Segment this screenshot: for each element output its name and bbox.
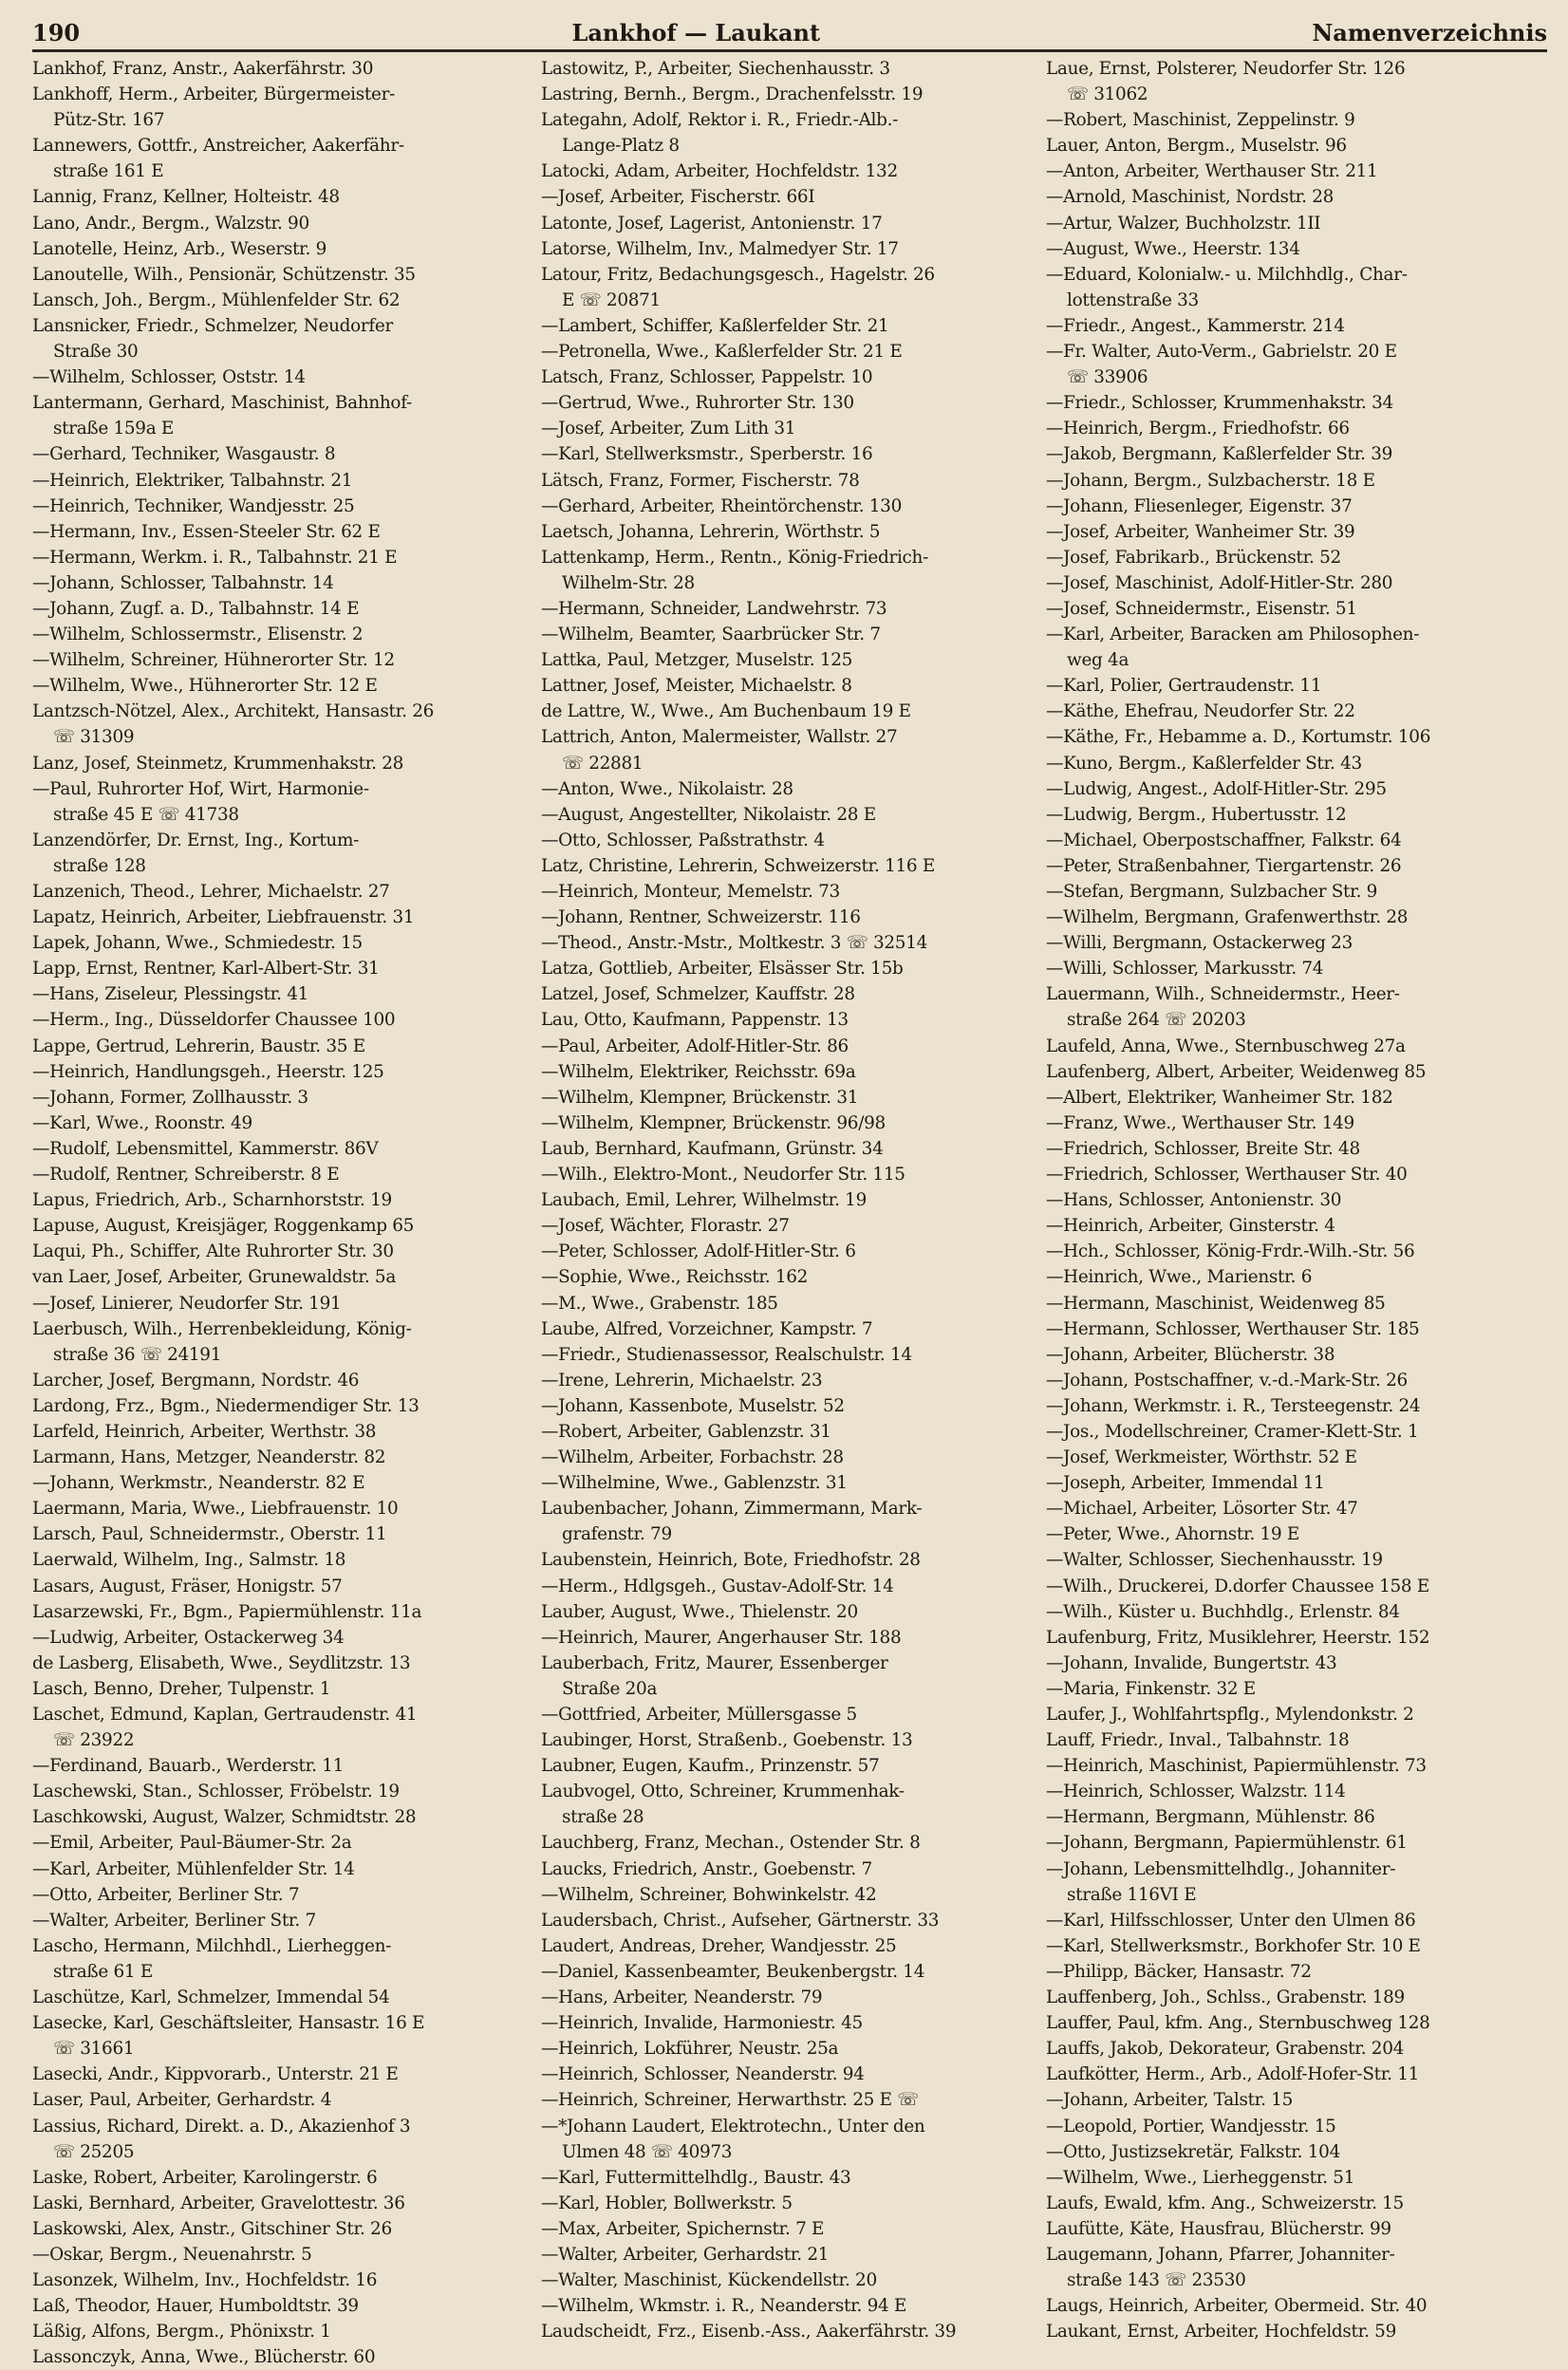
directory-columns (32, 56, 1547, 2370)
directory-entry: —Heinrich, Handlungsgeh., Heerstr. 125 (32, 1061, 384, 1082)
directory-entry: —Walter, Arbeiter, Gerhardstr. 21 (541, 2244, 830, 2265)
directory-entry: —Käthe, Fr., Hebamme a. D., Kortumstr. 106 (1046, 727, 1431, 748)
directory-entry: Läßig, Alfons, Bergm., Phönixstr. 1 (32, 2322, 331, 2342)
directory-entry: Larsch, Paul, Schneidermstr., Oberstr. 11 (32, 1524, 387, 1545)
directory-entry: —Johann, Schlosser, Talbahnstr. 14 (32, 572, 334, 593)
directory-entry: —Max, Arbeiter, Spichernstr. 7 E (541, 2218, 825, 2239)
directory-entry: straße 159a E (53, 419, 175, 439)
directory-entry: —M., Wwe., Grabenstr. 185 (541, 1293, 778, 1314)
directory-entry: —Johann, Invalide, Bungertstr. 43 (1046, 1652, 1337, 1673)
directory-entry: —Heinrich, Elektriker, Talbahnstr. 21 (32, 470, 353, 491)
directory-entry: —Wilhelm, Schreiner, Bohwinkelstr. 42 (541, 1884, 877, 1905)
directory-entry: Lankhoff, Herm., Arbeiter, Bürgermeister- (32, 84, 395, 105)
directory-entry: —Wilhelm, Klempner, Brückenstr. 31 (541, 1087, 859, 1108)
directory-entry: Laerbusch, Wilh., Herrenbekleidung, König- (32, 1318, 412, 1339)
directory-entry: —Wilhelm, Wwe., Lierheggenstr. 51 (1046, 2167, 1355, 2188)
directory-entry: Lastring, Bernh., Bergm., Drachenfelsstr. 19 (541, 84, 924, 105)
directory-entry: Laufkötter, Herm., Arb., Adolf-Hofer-Str. 11 (1046, 2064, 1420, 2085)
directory-entry: Straße 30 (53, 342, 139, 363)
directory-entry: —Johann, Lebensmittelhdlg., Johanniter- (1046, 1858, 1396, 1879)
directory-entry: Lascho, Hermann, Milchhdl., Lierheggen- (32, 1935, 392, 1956)
directory-entry: —Karl, Arbeiter, Mühlenfelder Str. 14 (32, 1858, 355, 1879)
directory-entry: Laufenberg, Albert, Arbeiter, Weidenweg 85 (1046, 1061, 1427, 1082)
directory-entry: ☏ 31309 (53, 727, 135, 748)
directory-entry: —Käthe, Ehefrau, Neudorfer Str. 22 (1046, 701, 1355, 722)
directory-entry: Lardong, Frz., Bgm., Niedermendiger Str. 13 (32, 1395, 420, 1416)
directory-entry: —Anton, Arbeiter, Werthauser Str. 211 (1046, 161, 1378, 182)
directory-entry: —Wilhelm, Wwe., Hühnerorter Str. 12 E (32, 676, 378, 697)
directory-entry: —Maria, Finkenstr. 32 E (1046, 1678, 1256, 1699)
directory-entry: —Jos., Modellschreiner, Cramer-Klett-Str. 1 (1046, 1421, 1419, 1442)
directory-entry: Laske, Robert, Arbeiter, Karolingerstr. 6 (32, 2167, 378, 2188)
directory-entry: ☏ 31661 (53, 2039, 135, 2060)
directory-entry: —Wilhelm, Beamter, Saarbrücker Str. 7 (541, 625, 881, 645)
directory-entry: E ☏ 20871 (562, 289, 661, 310)
directory-entry: Lano, Andr., Bergm., Walzstr. 90 (32, 213, 309, 233)
directory-entry: Latzel, Josef, Schmelzer, Kauffstr. 28 (541, 984, 855, 1005)
directory-entry: —Wilh., Druckerei, D.dorfer Chaussee 158 E (1046, 1576, 1429, 1596)
directory-entry: Lantzsch-Nötzel, Alex., Architekt, Hansastr. 26 (32, 701, 434, 722)
directory-entry: —Josef, Werkmeister, Wörthstr. 52 E (1046, 1447, 1357, 1468)
directory-entry: —Eduard, Kolonialw.- u. Milchhdlg., Char- (1046, 264, 1408, 285)
directory-entry: ☏ 31062 (1067, 84, 1148, 105)
directory-entry: Laskowski, Alex, Anstr., Gitschiner Str. 26 (32, 2218, 392, 2239)
directory-entry: Lau, Otto, Kaufmann, Pappenstr. 13 (541, 1010, 849, 1031)
section-title: Namenverzeichnis (1312, 19, 1547, 47)
directory-entry: —Friedrich, Schlosser, Werthauser Str. 40 (1046, 1165, 1408, 1185)
directory-entry: —Josef, Arbeiter, Fischerstr. 66I (541, 187, 815, 208)
directory-entry: —Paul, Arbeiter, Adolf-Hitler-Str. 86 (541, 1036, 849, 1056)
directory-entry: —Friedr., Schlosser, Krummenhakstr. 34 (1046, 393, 1393, 414)
directory-entry: —Wilhelm, Schreiner, Hühnerorter Str. 12 (32, 650, 395, 671)
directory-entry: Latorse, Wilhelm, Inv., Malmedyer Str. 17 (541, 238, 899, 259)
directory-entry: Latza, Gottlieb, Arbeiter, Elsässer Str. 15b (541, 959, 904, 980)
directory-entry: —Heinrich, Schlosser, Walzstr. 114 (1046, 1782, 1346, 1802)
directory-entry: —Ludwig, Arbeiter, Ostackerweg 34 (32, 1627, 345, 1648)
directory-entry: —Josef, Schneidermstr., Eisenstr. 51 (1046, 598, 1357, 619)
directory-entry: Lapek, Johann, Wwe., Schmiedestr. 15 (32, 933, 363, 954)
directory-entry: —Wilhelm, Bergmann, Grafenwerthstr. 28 (1046, 907, 1409, 928)
directory-entry: Laubenbacher, Johann, Zimmermann, Mark- (541, 1499, 923, 1520)
directory-entry: —Hermann, Werkm. i. R., Talbahnstr. 21 E (32, 547, 398, 568)
directory-entry: —Hans, Schlosser, Antonienstr. 30 (1046, 1190, 1342, 1211)
directory-entry: —Karl, Polier, Gertraudenstr. 11 (1046, 676, 1322, 697)
directory-entry: Lansnicker, Friedr., Schmelzer, Neudorfer (32, 315, 393, 336)
directory-entry: Laukant, Ernst, Arbeiter, Hochfeldstr. 59 (1046, 2322, 1396, 2342)
directory-entry: —Johann, Kassenbote, Muselstr. 52 (541, 1395, 845, 1416)
directory-entry: —Karl, Futtermittelhdlg., Baustr. 43 (541, 2167, 851, 2188)
directory-entry: —Johann, Rentner, Schweizerstr. 116 (541, 907, 861, 928)
directory-entry: —Walter, Schlosser, Siechenhausstr. 19 (1046, 1550, 1383, 1571)
directory-entry: Lantermann, Gerhard, Maschinist, Bahnhof- (32, 393, 412, 414)
directory-entry: straße 116VI E (1067, 1884, 1197, 1905)
directory-entry: Laufs, Ewald, kfm. Ang., Schweizerstr. 15 (1046, 2193, 1404, 2213)
directory-entry: —Johann, Bergm., Sulzbacherstr. 18 E (1046, 470, 1375, 491)
directory-entry: —Philipp, Bäcker, Hansastr. 72 (1046, 1961, 1312, 1982)
directory-entry: Lasonzek, Wilhelm, Inv., Hochfeldstr. 16 (32, 2270, 378, 2291)
directory-entry: —Willi, Schlosser, Markusstr. 74 (1046, 959, 1324, 980)
directory-entry: Laerwald, Wilhelm, Ing., Salmstr. 18 (32, 1550, 346, 1571)
directory-entry: Lauer, Anton, Bergm., Muselstr. 96 (1046, 136, 1347, 157)
directory-entry: —Hermann, Bergmann, Mühlenstr. 86 (1046, 1807, 1375, 1828)
directory-entry: —Albert, Elektriker, Wanheimer Str. 182 (1046, 1087, 1393, 1108)
directory-entry: —Hermann, Schlosser, Werthauser Str. 185 (1046, 1318, 1420, 1339)
directory-entry: —Ferdinand, Bauarb., Werderstr. 11 (32, 1756, 344, 1777)
directory-entry: Laermann, Maria, Wwe., Liebfrauenstr. 10 (32, 1499, 399, 1520)
directory-entry: Laubach, Emil, Lehrer, Wilhelmstr. 19 (541, 1190, 867, 1211)
directory-entry: —Michael, Oberpostschaffner, Falkstr. 64 (1046, 830, 1402, 850)
directory-entry: —August, Wwe., Heerstr. 134 (1046, 238, 1300, 259)
directory-entry: Lankhof, Franz, Anstr., Aakerfährstr. 30 (32, 59, 374, 79)
directory-entry: —Sophie, Wwe., Reichsstr. 162 (541, 1267, 809, 1288)
directory-entry: straße 45 E ☏ 41738 (53, 804, 239, 825)
directory-entry: —Friedr., Studienassessor, Realschulstr. 14 (541, 1344, 912, 1365)
directory-entry: Laube, Alfred, Vorzeichner, Kampstr. 7 (541, 1318, 873, 1339)
directory-entry: Laubvogel, Otto, Schreiner, Krummenhak- (541, 1782, 905, 1802)
directory-entry: —Josef, Wächter, Florastr. 27 (541, 1216, 790, 1237)
directory-entry: Lauberbach, Fritz, Maurer, Essenberger (541, 1652, 888, 1673)
directory-entry: —Stefan, Bergmann, Sulzbacher Str. 9 (1046, 882, 1378, 902)
directory-entry: Laufeld, Anna, Wwe., Sternbuschweg 27a (1046, 1036, 1406, 1056)
directory-entry: Laugemann, Johann, Pfarrer, Johanniter- (1046, 2244, 1395, 2265)
directory-entry: —Hermann, Maschinist, Weidenweg 85 (1046, 1293, 1386, 1314)
directory-entry: Lategahn, Adolf, Rektor i. R., Friedr.-Alb.- (541, 110, 899, 131)
directory-entry: —Wilhelm, Arbeiter, Forbachstr. 28 (541, 1447, 844, 1468)
directory-entry: Latonte, Josef, Lagerist, Antonienstr. 17 (541, 213, 883, 233)
directory-entry: —Heinrich, Maurer, Angerhauser Str. 188 (541, 1627, 902, 1648)
directory-entry: Laue, Ernst, Polsterer, Neudorfer Str. 126 (1046, 59, 1406, 79)
directory-entry: —Otto, Schlosser, Paßstrathstr. 4 (541, 830, 825, 850)
directory-entry: Laufenburg, Fritz, Musiklehrer, Heerstr. 152 (1046, 1627, 1430, 1648)
directory-entry: —Johann, Werkmstr. i. R., Tersteegenstr. 24 (1046, 1395, 1421, 1416)
directory-entry: ☏ 22881 (562, 753, 644, 774)
directory-entry: Lauff, Friedr., Inval., Talbahnstr. 18 (1046, 1730, 1350, 1751)
directory-entry: —Hch., Schlosser, König-Frdr.-Wilh.-Str. 56 (1046, 1241, 1415, 1262)
directory-entry: —Jakob, Bergmann, Kaßlerfelder Str. 39 (1046, 444, 1393, 465)
page-header (32, 19, 1547, 52)
directory-entry: —Irene, Lehrerin, Michaelstr. 23 (541, 1370, 823, 1390)
directory-entry: Lanzendörfer, Dr. Ernst, Ing., Kortum- (32, 830, 360, 850)
directory-entry: —Heinrich, Maschinist, Papiermühlenstr. 73 (1046, 1756, 1427, 1777)
directory-entry: Laufütte, Käte, Hausfrau, Blücherstr. 99 (1046, 2218, 1391, 2239)
directory-entry: Lanz, Josef, Steinmetz, Krummenhakstr. 28 (32, 753, 404, 774)
directory-entry: —Peter, Schlosser, Adolf-Hitler-Str. 6 (541, 1241, 856, 1262)
directory-entry: —Heinrich, Schreiner, Herwarthstr. 25 E ☏ (541, 2090, 919, 2111)
directory-entry: —Heinrich, Lokführer, Neustr. 25a (541, 2039, 839, 2060)
directory-entry: Laubenstein, Heinrich, Bote, Friedhofstr. 28 (541, 1550, 921, 1571)
directory-entry: Lapp, Ernst, Rentner, Karl-Albert-Str. 31 (32, 959, 380, 980)
directory-entry: —Willi, Bergmann, Ostackerweg 23 (1046, 933, 1353, 954)
directory-entry: —Kuno, Bergm., Kaßlerfelder Str. 43 (1046, 753, 1362, 774)
page-number: 190 (32, 19, 81, 47)
directory-entry: —Hans, Ziseleur, Plessingstr. 41 (32, 984, 309, 1005)
directory-entry: —Johann, Bergmann, Papiermühlenstr. 61 (1046, 1833, 1408, 1854)
directory-entry: Lanzenich, Theod., Lehrer, Michaelstr. 27 (32, 882, 390, 902)
directory-entry: Pütz-Str. 167 (53, 110, 165, 131)
directory-entry: —August, Angestellter, Nikolaistr. 28 E (541, 804, 876, 825)
directory-entry: —Herm., Hdlgsgeh., Gustav-Adolf-Str. 14 (541, 1576, 894, 1596)
directory-entry: straße 28 (562, 1807, 644, 1828)
directory-entry: Latocki, Adam, Arbeiter, Hochfeldstr. 132 (541, 161, 898, 182)
directory-entry: Lauchberg, Franz, Mechan., Ostender Str. 8 (541, 1833, 921, 1854)
directory-entry: —Wilhelm, Elektriker, Reichsstr. 69a (541, 1061, 856, 1082)
directory-entry: Latsch, Franz, Schlosser, Pappelstr. 10 (541, 367, 873, 388)
directory-entry: —Karl, Hobler, Bollwerkstr. 5 (541, 2193, 793, 2213)
directory-entry: —Herm., Ing., Düsseldorfer Chaussee 100 (32, 1010, 396, 1031)
directory-entry: Lappe, Gertrud, Lehrerin, Baustr. 35 E (32, 1036, 365, 1056)
directory-entry: Lasecki, Andr., Kippvorarb., Unterstr. 21 E (32, 2064, 399, 2085)
directory-entry: —Wilhelm, Schlossermstr., Elisenstr. 2 (32, 625, 364, 645)
directory-entry: —Karl, Hilfsschlosser, Unter den Ulmen 86 (1046, 1910, 1416, 1931)
directory-entry: Laschütze, Karl, Schmelzer, Immendal 54 (32, 1987, 390, 2008)
directory-entry: Lanoutelle, Wilh., Pensionär, Schützenstr. 35 (32, 264, 416, 285)
directory-entry: Lattka, Paul, Metzger, Muselstr. 125 (541, 650, 853, 671)
directory-entry: Larcher, Josef, Bergmann, Nordstr. 46 (32, 1370, 360, 1390)
directory-entry: —Josef, Arbeiter, Zum Lith 31 (541, 419, 796, 439)
directory-entry: Lauffer, Paul, kfm. Ang., Sternbuschweg 128 (1046, 2013, 1430, 2034)
directory-entry: —Gertrud, Wwe., Ruhrorter Str. 130 (541, 393, 854, 414)
directory-entry: Laschkowski, August, Walzer, Schmidtstr. 28 (32, 1807, 417, 1828)
directory-entry: —Wilh., Küster u. Buchhdlg., Erlenstr. 84 (1046, 1601, 1400, 1622)
directory-entry: Laucks, Friedrich, Anstr., Goebenstr. 7 (541, 1858, 872, 1879)
directory-entry: —Emil, Arbeiter, Paul-Bäumer-Str. 2a (32, 1833, 352, 1854)
directory-entry: Lanotelle, Heinz, Arb., Weserstr. 9 (32, 238, 327, 259)
directory-entry: —Lambert, Schiffer, Kaßlerfelder Str. 21 (541, 315, 889, 336)
directory-entry: de Lasberg, Elisabeth, Wwe., Seydlitzstr. 13 (32, 1652, 411, 1673)
directory-entry: Laudert, Andreas, Dreher, Wandjesstr. 25 (541, 1935, 897, 1956)
directory-entry: —Wilh., Elektro-Mont., Neudorfer Str. 115 (541, 1165, 905, 1185)
directory-entry: Lange-Platz 8 (562, 136, 680, 157)
directory-entry: —Gerhard, Arbeiter, Rheintörchenstr. 130 (541, 495, 902, 516)
directory-entry: —Gottfried, Arbeiter, Müllersgasse 5 (541, 1705, 857, 1725)
directory-entry: —Josef, Linierer, Neudorfer Str. 191 (32, 1293, 342, 1314)
directory-entry: —Friedrich, Schlosser, Breite Str. 48 (1046, 1138, 1360, 1159)
directory-entry: Lätsch, Franz, Former, Fischerstr. 78 (541, 470, 860, 491)
directory-entry: Latour, Fritz, Bedachungsgesch., Hagelstr. 26 (541, 264, 935, 285)
directory-entry: Laugs, Heinrich, Arbeiter, Obermeid. Str. 40 (1046, 2296, 1428, 2317)
column-middle (537, 56, 1042, 2370)
directory-entry: Lastowitz, P., Arbeiter, Siechenhausstr. 3 (541, 59, 890, 79)
directory-entry: van Laer, Josef, Arbeiter, Grunewaldstr. 5a (32, 1267, 396, 1288)
directory-entry: weg 4a (1067, 650, 1129, 671)
directory-entry: straße 143 ☏ 23530 (1067, 2270, 1246, 2291)
directory-entry: —Josef, Arbeiter, Wanheimer Str. 39 (1046, 521, 1355, 542)
directory-entry: —Karl, Arbeiter, Baracken am Philosophen- (1046, 625, 1420, 645)
directory-entry: —Rudolf, Rentner, Schreiberstr. 8 E (32, 1165, 340, 1185)
directory-entry: —Otto, Justizsekretär, Falkstr. 104 (1046, 2141, 1340, 2162)
directory-entry: Lassonczyk, Anna, Wwe., Blücherstr. 60 (32, 2347, 376, 2368)
directory-entry: Lauermann, Wilh., Schneidermstr., Heer- (1046, 984, 1400, 1005)
directory-entry: —Johann, Fliesenleger, Eigenstr. 37 (1046, 495, 1353, 516)
directory-entry: Ulmen 48 ☏ 40973 (562, 2141, 733, 2162)
directory-entry: Lassius, Richard, Direkt. a. D., Akazienhof 3 (32, 2116, 411, 2137)
directory-entry: grafenstr. 79 (562, 1524, 672, 1545)
directory-entry: —Heinrich, Invalide, Harmoniestr. 45 (541, 2013, 863, 2034)
directory-entry: —Karl, Stellwerksmstr., Borkhofer Str. 10 E (1046, 1935, 1421, 1956)
directory-entry: —Josef, Maschinist, Adolf-Hitler-Str. 280 (1046, 572, 1393, 593)
directory-entry: Laski, Bernhard, Arbeiter, Gravelottestr. 36 (32, 2193, 405, 2213)
directory-entry: —Peter, Wwe., Ahornstr. 19 E (1046, 1524, 1300, 1545)
directory-entry: —Paul, Ruhrorter Hof, Wirt, Harmonie- (32, 778, 369, 799)
directory-entry: —*Johann Laudert, Elektrotechn., Unter den (541, 2116, 925, 2137)
directory-entry: Lapus, Friedrich, Arb., Scharnhorststr. 19 (32, 1190, 392, 1211)
directory-entry: Laetsch, Johanna, Lehrerin, Wörthstr. 5 (541, 521, 881, 542)
directory-entry: Lasars, August, Fräser, Honigstr. 57 (32, 1576, 343, 1596)
directory-entry: —Artur, Walzer, Buchholzstr. 1II (1046, 213, 1321, 233)
directory-entry: Straße 20a (562, 1678, 658, 1699)
directory-entry: —Joseph, Arbeiter, Immendal 11 (1046, 1473, 1325, 1494)
directory-entry: —Wilhelm, Wkmstr. i. R., Neanderstr. 94 E (541, 2296, 907, 2317)
directory-entry: —Johann, Werkmstr., Neanderstr. 82 E (32, 1473, 365, 1494)
directory-entry: Laub, Bernhard, Kaufmann, Grünstr. 34 (541, 1138, 884, 1159)
directory-entry: Laser, Paul, Arbeiter, Gerhardstr. 4 (32, 2090, 332, 2111)
directory-entry: —Josef, Fabrikarb., Brückenstr. 52 (1046, 547, 1341, 568)
directory-entry: —Karl, Stellwerksmstr., Sperberstr. 16 (541, 444, 873, 465)
directory-entry: —Leopold, Portier, Wandjesstr. 15 (1046, 2116, 1336, 2137)
directory-entry: —Heinrich, Schlosser, Neanderstr. 94 (541, 2064, 865, 2085)
directory-entry: Larfeld, Heinrich, Arbeiter, Werthstr. 38 (32, 1421, 377, 1442)
directory-entry: —Anton, Wwe., Nikolaistr. 28 (541, 778, 793, 799)
column-left (32, 56, 537, 2370)
directory-entry: —Ludwig, Bergm., Hubertusstr. 12 (1046, 804, 1347, 825)
directory-entry: Laß, Theodor, Hauer, Humboldtstr. 39 (32, 2296, 359, 2317)
directory-entry: Latz, Christine, Lehrerin, Schweizerstr. 116 E (541, 855, 935, 876)
directory-entry: —Heinrich, Wwe., Marienstr. 6 (1046, 1267, 1313, 1288)
directory-entry: Larmann, Hans, Metzger, Neanderstr. 82 (32, 1447, 386, 1468)
directory-entry: ☏ 25205 (53, 2141, 135, 2162)
directory-entry: Laschet, Edmund, Kaplan, Gertraudenstr. 41 (32, 1705, 418, 1725)
directory-entry: —Johann, Zugf. a. D., Talbahnstr. 14 E (32, 598, 360, 619)
directory-entry: Lauber, August, Wwe., Thielenstr. 20 (541, 1601, 858, 1622)
running-title: Lankhof — Laukant (571, 19, 821, 47)
directory-entry: —Johann, Former, Zollhausstr. 3 (32, 1087, 308, 1108)
directory-entry: Lauffenberg, Joh., Schlss., Grabenstr. 189 (1046, 1987, 1405, 2008)
directory-entry: —Friedr., Angest., Kammerstr. 214 (1046, 315, 1345, 336)
directory-entry: —Robert, Maschinist, Zeppelinstr. 9 (1046, 110, 1355, 131)
directory-entry: straße 264 ☏ 20203 (1067, 1010, 1246, 1031)
directory-entry: —Heinrich, Arbeiter, Ginsterstr. 4 (1046, 1216, 1335, 1237)
directory-entry: —Arnold, Maschinist, Nordstr. 28 (1046, 187, 1335, 208)
directory-entry: —Gerhard, Techniker, Wasgaustr. 8 (32, 444, 336, 465)
directory-entry: —Fr. Walter, Auto-Verm., Gabrielstr. 20 E (1046, 342, 1397, 363)
directory-entry: —Daniel, Kassenbeamter, Beukenbergstr. 14 (541, 1961, 925, 1982)
directory-entry: —Wilhelmine, Wwe., Gablenzstr. 31 (541, 1473, 848, 1494)
directory-entry: Lattrich, Anton, Malermeister, Wallstr. 27 (541, 727, 898, 748)
directory-entry: Lansch, Joh., Bergm., Mühlenfelder Str. 62 (32, 289, 401, 310)
directory-entry: Lasecke, Karl, Geschäftsleiter, Hansastr. 16 E (32, 2013, 425, 2034)
directory-entry: —Heinrich, Monteur, Memelstr. 73 (541, 882, 840, 902)
directory-entry: —Robert, Arbeiter, Gablenzstr. 31 (541, 1421, 831, 1442)
directory-entry: Lapatz, Heinrich, Arbeiter, Liebfrauenstr. 31 (32, 907, 415, 928)
directory-entry: —Johann, Arbeiter, Talstr. 15 (1046, 2090, 1294, 2111)
directory-entry: —Petronella, Wwe., Kaßlerfelder Str. 21 E (541, 342, 903, 363)
directory-entry: —Rudolf, Lebensmittel, Kammerstr. 86V (32, 1138, 379, 1159)
directory-entry: Lasch, Benno, Dreher, Tulpenstr. 1 (32, 1678, 331, 1699)
directory-entry: straße 128 (53, 855, 146, 876)
directory-entry: —Johann, Postschaffner, v.-d.-Mark-Str. 26 (1046, 1370, 1408, 1390)
column-right (1042, 56, 1547, 2370)
directory-entry: —Heinrich, Techniker, Wandjesstr. 25 (32, 495, 355, 516)
directory-entry: Lattenkamp, Herm., Rentn., König-Friedrich- (541, 547, 928, 568)
directory-entry: Laschewski, Stan., Schlosser, Fröbelstr. 19 (32, 1782, 400, 1802)
directory-entry: —Karl, Wwe., Roonstr. 49 (32, 1112, 252, 1133)
directory-entry: —Hermann, Inv., Essen-Steeler Str. 62 E (32, 521, 381, 542)
directory-entry: straße 161 E (53, 161, 164, 182)
directory-entry: straße 61 E (53, 1961, 153, 1982)
directory-entry: straße 36 ☏ 24191 (53, 1344, 222, 1365)
directory-entry: Laufer, J., Wohlfahrtspflg., Mylendonkstr. 2 (1046, 1705, 1414, 1725)
directory-entry: de Lattre, W., Wwe., Am Buchenbaum 19 E (541, 701, 911, 722)
directory-entry: —Ludwig, Angest., Adolf-Hitler-Str. 295 (1046, 778, 1387, 799)
directory-entry: Laudscheidt, Frz., Eisenb.-Ass., Aakerfährstr. 39 (541, 2322, 957, 2342)
directory-entry: Laqui, Ph., Schiffer, Alte Ruhrorter Str. 30 (32, 1241, 394, 1262)
directory-entry: Laudersbach, Christ., Aufseher, Gärtnerstr. 33 (541, 1910, 940, 1931)
directory-entry: —Peter, Straßenbahner, Tiergartenstr. 26 (1046, 855, 1402, 876)
directory-entry: lottenstraße 33 (1067, 289, 1199, 310)
directory-entry: —Oskar, Bergm., Neuenahrstr. 5 (32, 2244, 312, 2265)
directory-entry: Lauffs, Jakob, Dekorateur, Grabenstr. 204 (1046, 2039, 1404, 2060)
directory-entry: —Johann, Arbeiter, Blücherstr. 38 (1046, 1344, 1335, 1365)
directory-entry: Lattner, Josef, Meister, Michaelstr. 8 (541, 676, 852, 697)
directory-entry: ☏ 33906 (1067, 367, 1148, 388)
directory-entry: —Walter, Arbeiter, Berliner Str. 7 (32, 1910, 316, 1931)
directory-entry: Lasarzewski, Fr., Bgm., Papiermühlenstr. 11a (32, 1601, 422, 1622)
directory-entry: —Wilhelm, Klempner, Brückenstr. 96/98 (541, 1112, 886, 1133)
directory-entry: —Theod., Anstr.-Mstr., Moltkestr. 3 ☏ 32514 (541, 933, 928, 954)
directory-entry: Lapuse, August, Kreisjäger, Roggenkamp 65 (32, 1216, 415, 1237)
directory-entry: —Michael, Arbeiter, Lösorter Str. 47 (1046, 1499, 1358, 1520)
directory-entry: —Walter, Maschinist, Kückendellstr. 20 (541, 2270, 877, 2291)
directory-entry: Laubner, Eugen, Kaufm., Prinzenstr. 57 (541, 1756, 880, 1777)
directory-entry: —Wilhelm, Schlosser, Oststr. 14 (32, 367, 306, 388)
directory-entry: Lannewers, Gottfr., Anstreicher, Aakerfähr- (32, 136, 404, 157)
directory-entry: —Hermann, Schneider, Landwehrstr. 73 (541, 598, 887, 619)
directory-entry: —Franz, Wwe., Werthauser Str. 149 (1046, 1112, 1354, 1133)
directory-entry: —Hans, Arbeiter, Neanderstr. 79 (541, 1987, 823, 2008)
directory-entry: ☏ 23922 (53, 1730, 135, 1751)
directory-entry: Lannig, Franz, Kellner, Holteistr. 48 (32, 187, 340, 208)
directory-entry: Laubinger, Horst, Straßenb., Goebenstr. 13 (541, 1730, 913, 1751)
directory-entry: —Heinrich, Bergm., Friedhofstr. 66 (1046, 419, 1350, 439)
directory-entry: Wilhelm-Str. 28 (562, 572, 695, 593)
directory-entry: —Otto, Arbeiter, Berliner Str. 7 (32, 1884, 300, 1905)
